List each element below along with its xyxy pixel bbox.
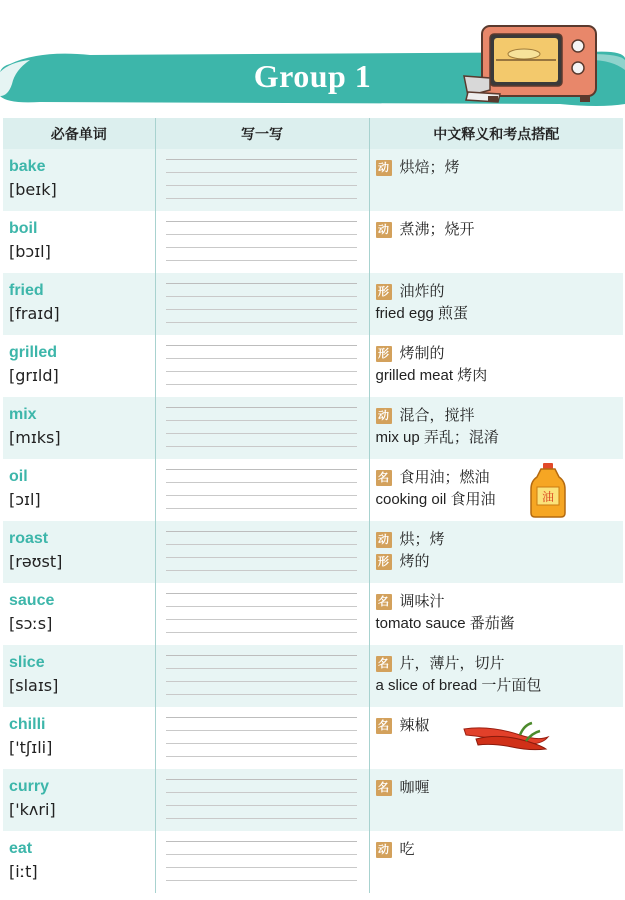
definition-text: 烤的 bbox=[399, 553, 430, 570]
writing-cell[interactable] bbox=[155, 645, 369, 707]
vocab-word: curry bbox=[9, 778, 50, 795]
definition bbox=[376, 158, 624, 178]
column-header-meaning: 中文释义和考点搭配 bbox=[369, 118, 623, 149]
definition-text: 混合，搅拌 bbox=[399, 407, 475, 424]
meaning-cell bbox=[369, 149, 623, 211]
part-of-speech-badge: 动 bbox=[376, 532, 392, 548]
word-cell bbox=[3, 831, 155, 893]
table-row bbox=[3, 769, 623, 831]
writing-lines bbox=[166, 841, 357, 893]
vocab-word: fried bbox=[9, 282, 44, 299]
phonetic: [grɪld] bbox=[9, 366, 59, 385]
definition bbox=[376, 654, 624, 674]
definition bbox=[376, 778, 624, 798]
definition-text: 吃 bbox=[399, 841, 415, 858]
writing-cell[interactable] bbox=[155, 211, 369, 273]
oil-bottle-label: 油 bbox=[541, 490, 554, 504]
writing-cell[interactable] bbox=[155, 149, 369, 211]
table-row bbox=[3, 521, 623, 583]
example-phrase: cooking oil 食用油 bbox=[375, 491, 496, 508]
writing-lines bbox=[166, 531, 357, 583]
word-cell bbox=[3, 769, 155, 831]
word-cell bbox=[3, 211, 155, 273]
vocab-word: sauce bbox=[9, 592, 55, 609]
writing-lines bbox=[166, 407, 357, 459]
writing-cell[interactable] bbox=[155, 397, 369, 459]
chilli-pepper-icon bbox=[460, 715, 552, 753]
meaning-cell bbox=[369, 645, 623, 707]
definition-text: 油炸的 bbox=[399, 283, 445, 300]
writing-cell[interactable] bbox=[155, 273, 369, 335]
definition-text: 烘；烤 bbox=[399, 531, 445, 548]
definition bbox=[376, 406, 624, 426]
table-row bbox=[3, 459, 623, 521]
meaning-cell bbox=[369, 831, 623, 893]
definition-text: 食用油；燃油 bbox=[399, 469, 490, 486]
vocab-word: roast bbox=[9, 530, 49, 547]
table-row bbox=[3, 335, 623, 397]
part-of-speech-badge: 形 bbox=[376, 284, 392, 300]
part-of-speech-badge: 名 bbox=[376, 718, 392, 734]
definition bbox=[376, 592, 624, 612]
writing-cell[interactable] bbox=[155, 459, 369, 521]
table-row bbox=[3, 707, 623, 769]
meaning-cell bbox=[369, 397, 623, 459]
writing-lines bbox=[166, 717, 357, 769]
writing-cell[interactable] bbox=[155, 583, 369, 645]
writing-lines bbox=[166, 221, 357, 273]
phonetic: [mɪks] bbox=[9, 428, 61, 447]
meaning-cell bbox=[369, 211, 623, 273]
phonetic: [sɔːs] bbox=[9, 614, 53, 633]
part-of-speech-badge: 名 bbox=[376, 470, 392, 486]
definition bbox=[376, 530, 624, 550]
word-cell bbox=[3, 273, 155, 335]
example-phrase: tomato sauce 番茄酱 bbox=[375, 615, 515, 632]
writing-lines bbox=[166, 159, 357, 211]
phonetic: [iːt] bbox=[9, 862, 38, 881]
part-of-speech-badge: 名 bbox=[376, 594, 392, 610]
vocab-word: eat bbox=[9, 840, 33, 857]
oil-bottle-icon bbox=[528, 461, 568, 519]
example-phrase: fried egg 煎蛋 bbox=[375, 305, 469, 322]
oven-icon bbox=[460, 20, 600, 106]
part-of-speech-badge: 动 bbox=[376, 842, 392, 858]
definition bbox=[376, 282, 624, 302]
definition bbox=[376, 840, 624, 860]
writing-cell[interactable] bbox=[155, 831, 369, 893]
definition-text: 煮沸；烧开 bbox=[399, 221, 475, 238]
part-of-speech-badge: 形 bbox=[376, 346, 392, 362]
vocab-word: chilli bbox=[9, 716, 46, 733]
word-cell bbox=[3, 459, 155, 521]
phonetic: [slaɪs] bbox=[9, 676, 59, 695]
definition-text: 烘焙；烤 bbox=[399, 159, 460, 176]
table-row bbox=[3, 211, 623, 273]
meaning-cell bbox=[369, 273, 623, 335]
writing-lines bbox=[166, 779, 357, 831]
example-phrase: mix up 弄乱；混淆 bbox=[375, 429, 499, 446]
table-row bbox=[3, 273, 623, 335]
column-header-word: 必备单词 bbox=[3, 118, 155, 149]
definition bbox=[376, 552, 624, 572]
definition-text: 咖喱 bbox=[399, 779, 430, 796]
phonetic: [fraɪd] bbox=[9, 304, 60, 323]
phonetic: [ɔɪl] bbox=[9, 490, 41, 509]
phonetic: ['tʃɪli] bbox=[9, 738, 53, 757]
vocabulary-table bbox=[3, 118, 623, 893]
example-phrase: a slice of bread 一片面包 bbox=[375, 677, 542, 694]
word-cell bbox=[3, 521, 155, 583]
page-title: Group 1 bbox=[253, 58, 372, 94]
word-cell bbox=[3, 645, 155, 707]
table-row bbox=[3, 645, 623, 707]
column-header-write: 写一写 bbox=[155, 118, 369, 149]
writing-cell[interactable] bbox=[155, 521, 369, 583]
table-row bbox=[3, 149, 623, 211]
definition bbox=[376, 468, 624, 488]
vocab-word: grilled bbox=[9, 344, 58, 361]
vocab-word: mix bbox=[9, 406, 37, 423]
part-of-speech-badge: 动 bbox=[376, 408, 392, 424]
word-cell bbox=[3, 583, 155, 645]
vocab-word: slice bbox=[9, 654, 45, 671]
meaning-cell bbox=[369, 335, 623, 397]
vocab-word: boil bbox=[9, 220, 38, 237]
definition bbox=[376, 220, 624, 240]
table-header-row bbox=[3, 118, 623, 149]
part-of-speech-badge: 形 bbox=[376, 554, 392, 570]
writing-lines bbox=[166, 593, 357, 645]
phonetic: [bɔɪl] bbox=[9, 242, 51, 261]
part-of-speech-badge: 动 bbox=[376, 222, 392, 238]
word-cell bbox=[3, 335, 155, 397]
writing-cell[interactable] bbox=[155, 707, 369, 769]
meaning-cell bbox=[369, 707, 623, 769]
table-row bbox=[3, 831, 623, 893]
meaning-cell bbox=[369, 521, 623, 583]
phonetic: ['kʌri] bbox=[9, 800, 56, 819]
meaning-cell bbox=[369, 769, 623, 831]
word-cell bbox=[3, 149, 155, 211]
writing-lines bbox=[166, 655, 357, 707]
definition-text: 调味汁 bbox=[399, 593, 445, 610]
vocab-word: bake bbox=[9, 158, 46, 175]
writing-cell[interactable] bbox=[155, 769, 369, 831]
writing-lines bbox=[166, 345, 357, 397]
part-of-speech-badge: 动 bbox=[376, 160, 392, 176]
definition-text: 烤制的 bbox=[399, 345, 445, 362]
writing-lines bbox=[166, 283, 357, 335]
table-row bbox=[3, 397, 623, 459]
definition bbox=[376, 344, 624, 364]
meaning-cell bbox=[369, 459, 623, 521]
part-of-speech-badge: 名 bbox=[376, 780, 392, 796]
writing-cell[interactable] bbox=[155, 335, 369, 397]
meaning-cell bbox=[369, 583, 623, 645]
definition-text: 辣椒 bbox=[399, 717, 430, 734]
word-cell bbox=[3, 397, 155, 459]
part-of-speech-badge: 名 bbox=[376, 656, 392, 672]
phonetic: [beɪk] bbox=[9, 180, 57, 199]
example-phrase: grilled meat 烤肉 bbox=[375, 367, 488, 384]
definition-text: 片，薄片，切片 bbox=[399, 655, 505, 672]
phonetic: [rəʊst] bbox=[9, 552, 63, 571]
vocab-word: oil bbox=[9, 468, 28, 485]
word-cell bbox=[3, 707, 155, 769]
table-row bbox=[3, 583, 623, 645]
writing-lines bbox=[166, 469, 357, 521]
